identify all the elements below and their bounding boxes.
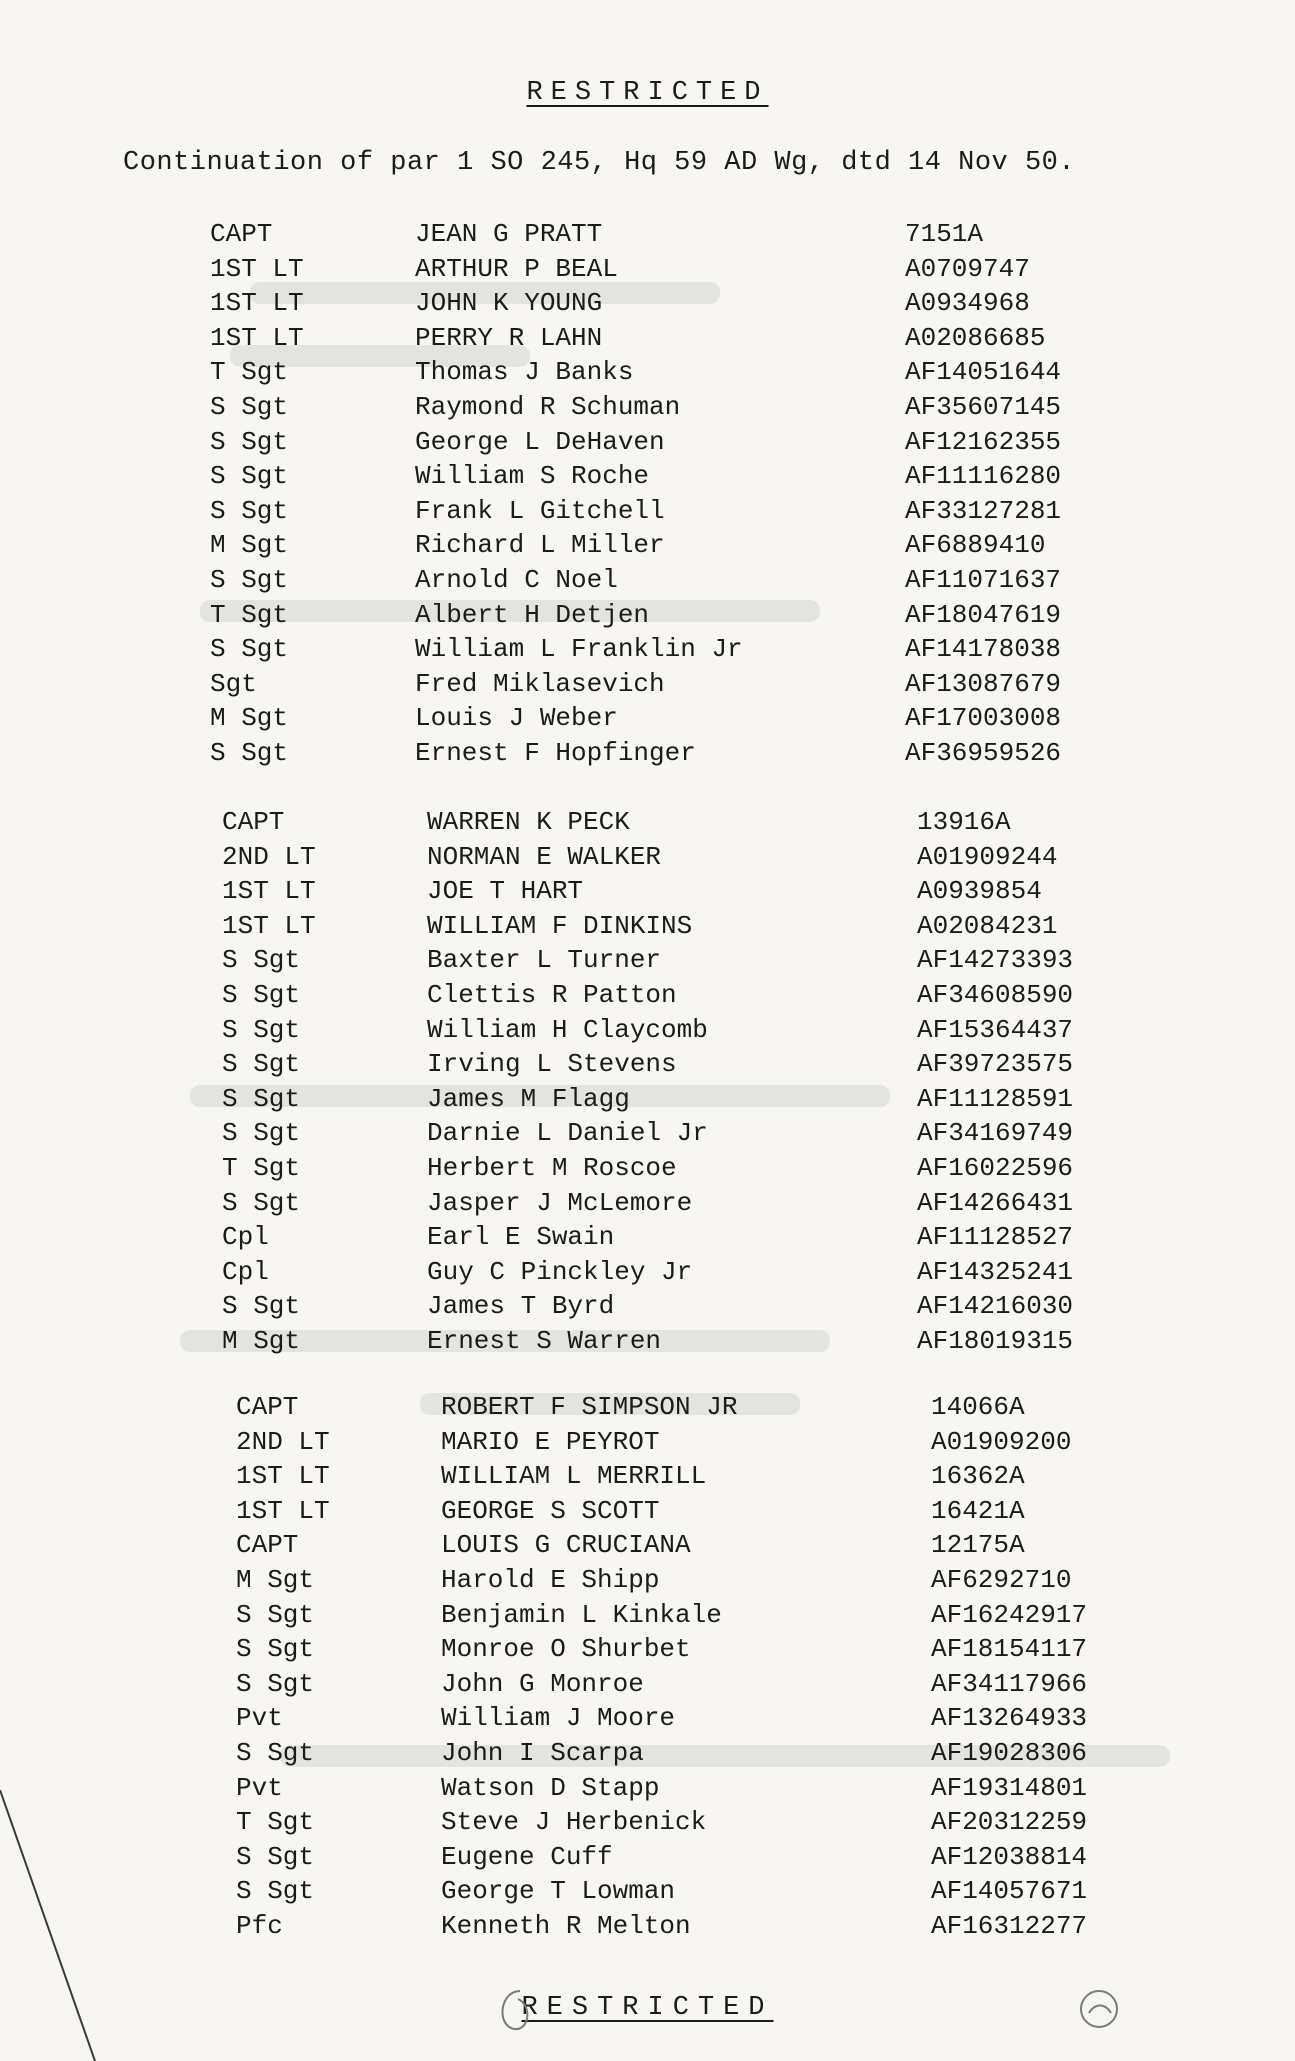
roster-row [210, 459, 1270, 494]
serial-number: 14066A [931, 1392, 1025, 1422]
rank: CAPT [236, 1530, 299, 1561]
serial-number: AF14325241 [917, 1256, 1074, 1287]
person-name: Benjamin L Kinkale [441, 1599, 722, 1630]
person-name: Raymond R Schuman [415, 391, 681, 422]
rank: Sgt [210, 668, 257, 699]
roster-row [236, 1390, 1295, 1425]
rank: 1ST LT [210, 288, 304, 319]
punch-hole-icon [1075, 1985, 1123, 2035]
roster-row [210, 425, 1270, 460]
serial-number: AF12038814 [931, 1841, 1088, 1872]
serial-number: AF11128527 [917, 1222, 1074, 1253]
rank: S Sgt [222, 979, 301, 1010]
rank: S Sgt [236, 1634, 315, 1665]
rank: T Sgt [236, 1807, 315, 1838]
roster-row [210, 563, 1270, 598]
serial-number: AF11128591 [917, 1083, 1074, 1114]
roster-row [222, 1116, 1282, 1151]
roster-row [236, 1598, 1295, 1633]
roster-row [222, 1186, 1282, 1221]
rank: S Sgt [210, 564, 289, 595]
person-name: Eugene Cuff [441, 1841, 613, 1872]
serial-number: 12175A [931, 1530, 1025, 1561]
rank: S Sgt [210, 495, 289, 526]
roster-group-2 [222, 805, 1282, 1359]
rank: 1ST LT [210, 322, 304, 353]
serial-number: AF18047619 [905, 599, 1062, 630]
serial-number: AF34608590 [917, 979, 1074, 1010]
order-reference: Continuation of par 1 SO 245, Hq 59 AD Wg, dtd 14 Nov 50. [123, 148, 1076, 178]
person-name: Albert H Detjen [415, 599, 650, 630]
person-name: Louis J Weber [415, 703, 618, 734]
person-name: Fred Miklasevich [415, 668, 665, 699]
serial-number: AF14216030 [917, 1291, 1074, 1322]
person-name: WILLIAM L MERRILL [441, 1461, 707, 1492]
rank: S Sgt [222, 1083, 301, 1114]
roster-row [222, 1255, 1282, 1290]
serial-number: 7151A [905, 219, 984, 249]
punch-hole-icon [490, 1985, 538, 2035]
roster-row [222, 943, 1282, 978]
person-name: Steve J Herbenick [441, 1807, 707, 1838]
roster-row [236, 1840, 1295, 1875]
serial-number: A02086685 [905, 322, 1046, 353]
serial-number: AF39723575 [917, 1049, 1074, 1080]
roster-row [236, 1563, 1295, 1598]
roster-row [210, 701, 1270, 736]
rank: S Sgt [222, 1187, 301, 1218]
person-name: Irving L Stevens [427, 1049, 677, 1080]
serial-number: AF16312277 [931, 1910, 1088, 1941]
classification-header: RESTRICTED [526, 78, 769, 108]
roster-row [210, 598, 1270, 633]
roster-row [236, 1494, 1295, 1529]
person-name: Richard L Miller [415, 530, 665, 561]
person-name: Arnold C Noel [415, 564, 618, 595]
person-name: Clettis R Patton [427, 979, 677, 1010]
rank: CAPT [210, 219, 273, 249]
roster-row [236, 1425, 1295, 1460]
serial-number: AF14178038 [905, 634, 1062, 665]
person-name: GEORGE S SCOTT [441, 1495, 660, 1526]
rank: S Sgt [222, 945, 301, 976]
roster-row [222, 1289, 1282, 1324]
roster-row [222, 1047, 1282, 1082]
person-name: John G Monroe [441, 1668, 644, 1699]
serial-number: AF13087679 [905, 668, 1062, 699]
roster-row [210, 632, 1270, 667]
serial-number: AF35607145 [905, 391, 1062, 422]
roster-row [222, 874, 1282, 909]
serial-number: AF19314801 [931, 1772, 1088, 1803]
person-name: Darnie L Daniel Jr [427, 1118, 708, 1149]
rank: M Sgt [236, 1564, 315, 1595]
person-name: LOUIS G CRUCIANA [441, 1530, 691, 1561]
person-name: JEAN G PRATT [415, 219, 603, 249]
rank: Pfc [236, 1910, 283, 1941]
person-name: Guy C Pinckley Jr [427, 1256, 693, 1287]
serial-number: AF6889410 [905, 530, 1046, 561]
serial-number: AF13264933 [931, 1703, 1088, 1734]
rank: S Sgt [222, 1118, 301, 1149]
roster-row [222, 840, 1282, 875]
person-name: Jasper J McLemore [427, 1187, 693, 1218]
rank: 1ST LT [222, 876, 316, 907]
serial-number: AF14057671 [931, 1876, 1088, 1907]
person-name: William H Claycomb [427, 1014, 708, 1045]
serial-number: AF16022596 [917, 1152, 1074, 1183]
rank: 1ST LT [236, 1495, 330, 1526]
classification-footer: RESTRICTED [521, 1993, 774, 2023]
roster-row [236, 1736, 1295, 1771]
rank: S Sgt [210, 426, 289, 457]
person-name: Monroe O Shurbet [441, 1634, 691, 1665]
rank: S Sgt [236, 1599, 315, 1630]
roster-row [222, 1082, 1282, 1117]
roster-row [210, 494, 1270, 529]
roster-row [210, 286, 1270, 321]
rank: CAPT [222, 807, 285, 837]
person-name: George L DeHaven [415, 426, 665, 457]
roster-row [236, 1771, 1295, 1806]
rank: S Sgt [210, 391, 289, 422]
rank: 1ST LT [222, 910, 316, 941]
serial-number: AF11116280 [905, 461, 1062, 492]
rank: S Sgt [236, 1841, 315, 1872]
person-name: ARTHUR P BEAL [415, 253, 618, 284]
person-name: ROBERT F SIMPSON JR [441, 1392, 738, 1422]
serial-number: AF20312259 [931, 1807, 1088, 1838]
rank: S Sgt [210, 461, 289, 492]
roster-row [236, 1701, 1295, 1736]
rank: T Sgt [222, 1152, 301, 1183]
roster-row [210, 390, 1270, 425]
roster-row [210, 355, 1270, 390]
roster-row [222, 1220, 1282, 1255]
person-name: PERRY R LAHN [415, 322, 603, 353]
serial-number: AF14266431 [917, 1187, 1074, 1218]
roster-row [236, 1805, 1295, 1840]
serial-number: AF14273393 [917, 945, 1074, 976]
serial-number: A0934968 [905, 288, 1030, 319]
person-name: William S Roche [415, 461, 650, 492]
serial-number: AF33127281 [905, 495, 1062, 526]
roster-row [210, 321, 1270, 356]
person-name: Ernest S Warren [427, 1325, 662, 1356]
roster-row [222, 1324, 1282, 1359]
serial-number: A02084231 [917, 910, 1058, 941]
person-name: George T Lowman [441, 1876, 676, 1907]
roster-row [222, 1013, 1282, 1048]
roster-row [236, 1459, 1295, 1494]
rank: M Sgt [222, 1325, 301, 1356]
roster-group-3 [236, 1390, 1295, 1944]
serial-number: AF14051644 [905, 357, 1062, 388]
person-name: Watson D Stapp [441, 1772, 660, 1803]
roster-row [210, 736, 1270, 771]
serial-number: AF34117966 [931, 1668, 1088, 1699]
rank: 2ND LT [222, 841, 316, 872]
roster-row [222, 805, 1282, 840]
roster-row [222, 978, 1282, 1013]
person-name: JOE T HART [427, 876, 584, 907]
serial-number: AF12162355 [905, 426, 1062, 457]
rank: S Sgt [236, 1876, 315, 1907]
person-name: James T Byrd [427, 1291, 615, 1322]
serial-number: AF17003008 [905, 703, 1062, 734]
serial-number: 16362A [931, 1461, 1025, 1492]
rank: T Sgt [210, 599, 289, 630]
roster-row [222, 909, 1282, 944]
person-name: Harold E Shipp [441, 1564, 660, 1595]
person-name: Thomas J Banks [415, 357, 634, 388]
roster-row [236, 1909, 1295, 1944]
serial-number: AF18154117 [931, 1634, 1088, 1665]
roster-row [236, 1632, 1295, 1667]
person-name: William L Franklin Jr [415, 634, 743, 665]
serial-number: AF15364437 [917, 1014, 1074, 1045]
roster-row [210, 667, 1270, 702]
person-name: Earl E Swain [427, 1222, 615, 1253]
rank: T Sgt [210, 357, 289, 388]
person-name: MARIO E PEYROT [441, 1426, 660, 1457]
person-name: JOHN K YOUNG [415, 288, 603, 319]
rank: M Sgt [210, 703, 289, 734]
rank: 1ST LT [210, 253, 304, 284]
page-edge-line [0, 1790, 120, 2061]
rank: 2ND LT [236, 1426, 330, 1457]
roster-row [236, 1667, 1295, 1702]
rank: S Sgt [236, 1737, 315, 1768]
serial-number: AF19028306 [931, 1737, 1088, 1768]
roster-row [236, 1528, 1295, 1563]
person-name: Frank L Gitchell [415, 495, 665, 526]
serial-number: AF34169749 [917, 1118, 1074, 1149]
person-name: William J Moore [441, 1703, 676, 1734]
person-name: Kenneth R Melton [441, 1910, 691, 1941]
rank: S Sgt [236, 1668, 315, 1699]
roster-row [210, 252, 1270, 287]
rank: S Sgt [210, 737, 289, 768]
roster-row [210, 217, 1270, 252]
person-name: WILLIAM F DINKINS [427, 910, 693, 941]
rank: Cpl [222, 1222, 269, 1253]
person-name: John I Scarpa [441, 1737, 644, 1768]
person-name: James M Flagg [427, 1083, 630, 1114]
rank: 1ST LT [236, 1461, 330, 1492]
serial-number: AF36959526 [905, 737, 1062, 768]
serial-number: 13916A [917, 807, 1011, 837]
roster-row [210, 528, 1270, 563]
person-name: Herbert M Roscoe [427, 1152, 677, 1183]
roster-row [236, 1874, 1295, 1909]
rank: S Sgt [222, 1291, 301, 1322]
rank: S Sgt [222, 1014, 301, 1045]
serial-number: A0939854 [917, 876, 1042, 907]
rank: Pvt [236, 1772, 283, 1803]
serial-number: A01909200 [931, 1426, 1072, 1457]
rank: M Sgt [210, 530, 289, 561]
serial-number: AF6292710 [931, 1564, 1072, 1595]
rank: Pvt [236, 1703, 283, 1734]
serial-number: A0709747 [905, 253, 1030, 284]
serial-number: A01909244 [917, 841, 1058, 872]
person-name: WARREN K PECK [427, 807, 630, 837]
person-name: Ernest F Hopfinger [415, 737, 696, 768]
rank: S Sgt [210, 634, 289, 665]
person-name: NORMAN E WALKER [427, 841, 662, 872]
rank: S Sgt [222, 1049, 301, 1080]
rank: CAPT [236, 1392, 299, 1422]
person-name: Baxter L Turner [427, 945, 662, 976]
serial-number: AF18019315 [917, 1325, 1074, 1356]
serial-number: AF11071637 [905, 564, 1062, 595]
roster-group-1 [210, 217, 1270, 771]
serial-number: AF16242917 [931, 1599, 1088, 1630]
roster-row [222, 1151, 1282, 1186]
serial-number: 16421A [931, 1495, 1025, 1526]
rank: Cpl [222, 1256, 269, 1287]
